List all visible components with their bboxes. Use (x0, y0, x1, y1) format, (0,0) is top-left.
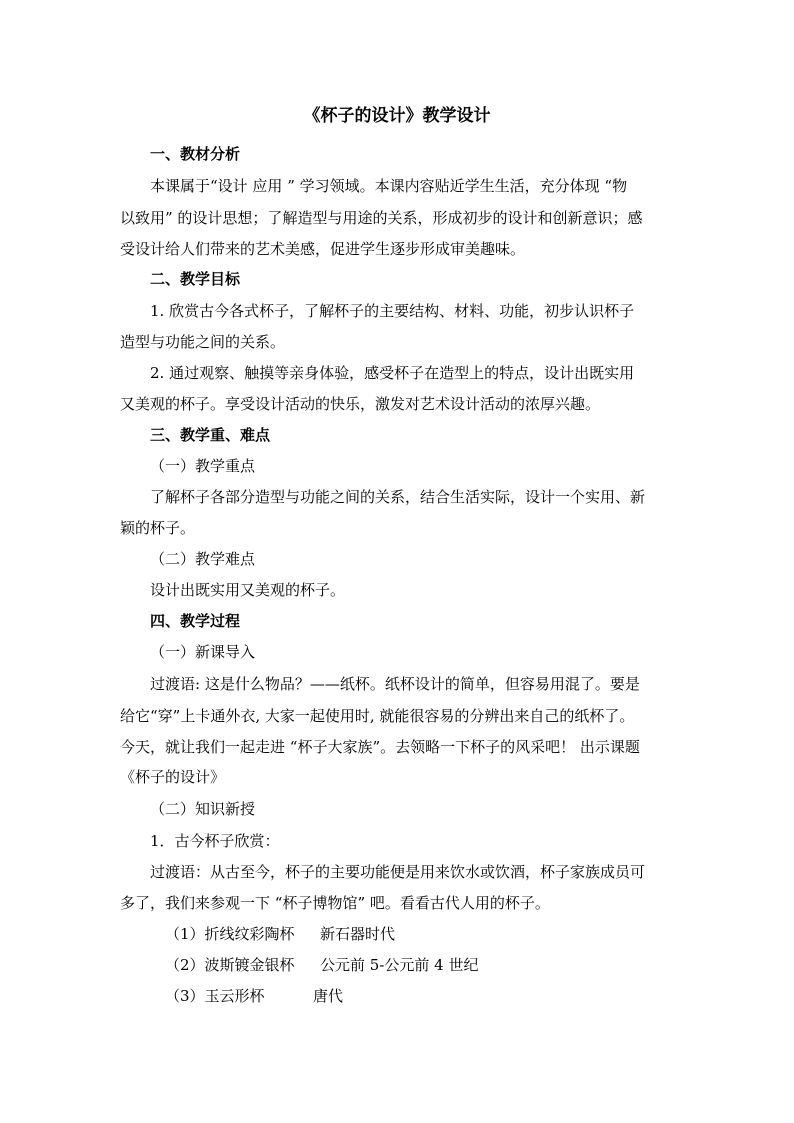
cup-label: （2）波斯镀金银杯 (165, 956, 295, 974)
cup-era: 新石器时代 (320, 925, 396, 943)
cup-label: （1）折线纹彩陶杯 (165, 925, 295, 943)
subheading: （一）教学重点 (150, 457, 256, 475)
subheading: （二）教学难点 (150, 550, 256, 568)
paragraph-line: 受设计给人们带来的艺术美感，促进学生逐步形成审美趣味。 (120, 240, 526, 258)
paragraph-line: 给它“穿”上卡通外衣, 大家一起使用时, 就能很容易的分辨出来自己的纸杯了。 (120, 707, 635, 725)
section-heading-1: 一、教材分析 (150, 145, 241, 163)
goal-line: 又美观的杯子。享受设计活动的快乐，激发对艺术设计活动的浓厚兴趣。 (120, 395, 601, 413)
section-heading-3: 三、教学重、难点 (150, 426, 271, 444)
cup-label: （3）玉云形杯 (165, 987, 265, 1005)
document-title: 《杯子的设计》教学设计 (303, 106, 491, 126)
paragraph-line: 以致用” 的设计思想；了解造型与用途的关系，形成初步的设计和创新意识；感 (120, 209, 643, 227)
paragraph-line: 设计出既实用又美观的杯子。 (150, 581, 346, 599)
cup-list-item (165, 985, 343, 1007)
subheading: （一）新课导入 (150, 643, 256, 661)
goal-line: 2. 通过观察、触摸等亲身体验，感受杯子在造型上的特点，设计出既实用 (150, 364, 635, 382)
cup-list-item (165, 923, 395, 945)
paragraph-line: 《杯子的设计》 (120, 768, 226, 786)
cup-era: 公元前 5-公元前 4 世纪 (320, 956, 479, 974)
paragraph-line: 颖的杯子。 (120, 519, 196, 537)
paragraph-line: 过渡语: 这是什么物品？——纸杯。纸杯设计的简单，但容易用混了。要是 (150, 675, 640, 693)
section-heading-2: 二、教学目标 (150, 270, 241, 288)
paragraph-line: 了解杯子各部分造型与功能之间的关系，结合生活实际，设计一个实用、新 (150, 488, 646, 506)
goal-line: 1. 欣赏古今各式杯子，了解杯子的主要结构、材料、功能，初步认识杯子 (150, 302, 635, 320)
goal-line: 造型与功能之间的关系。 (120, 333, 286, 351)
paragraph-line: 今天，就让我们一起走进 “杯子大家族”。去领略一下杯子的风采吧！ 出示课题 (120, 738, 640, 756)
paragraph-line: 过渡语：从古至今，杯子的主要功能便是用来饮水或饮酒，杯子家族成员可 (150, 863, 646, 881)
cup-era: 唐代 (313, 987, 344, 1005)
paragraph-line: 多了，我们来参观一下 “杯子博物馆” 吧。看看古代人用的杯子。 (120, 894, 550, 912)
paragraph-line: 本课属于“设计 应用 ” 学习领域。本课内容贴近学生生活，充分体现 “物 (150, 177, 628, 195)
list-item-heading: 1．古今杯子欣赏： (150, 832, 280, 850)
section-heading-4: 四、教学过程 (150, 612, 241, 630)
subheading: （二）知识新授 (150, 800, 256, 818)
cup-list-item (165, 954, 478, 976)
